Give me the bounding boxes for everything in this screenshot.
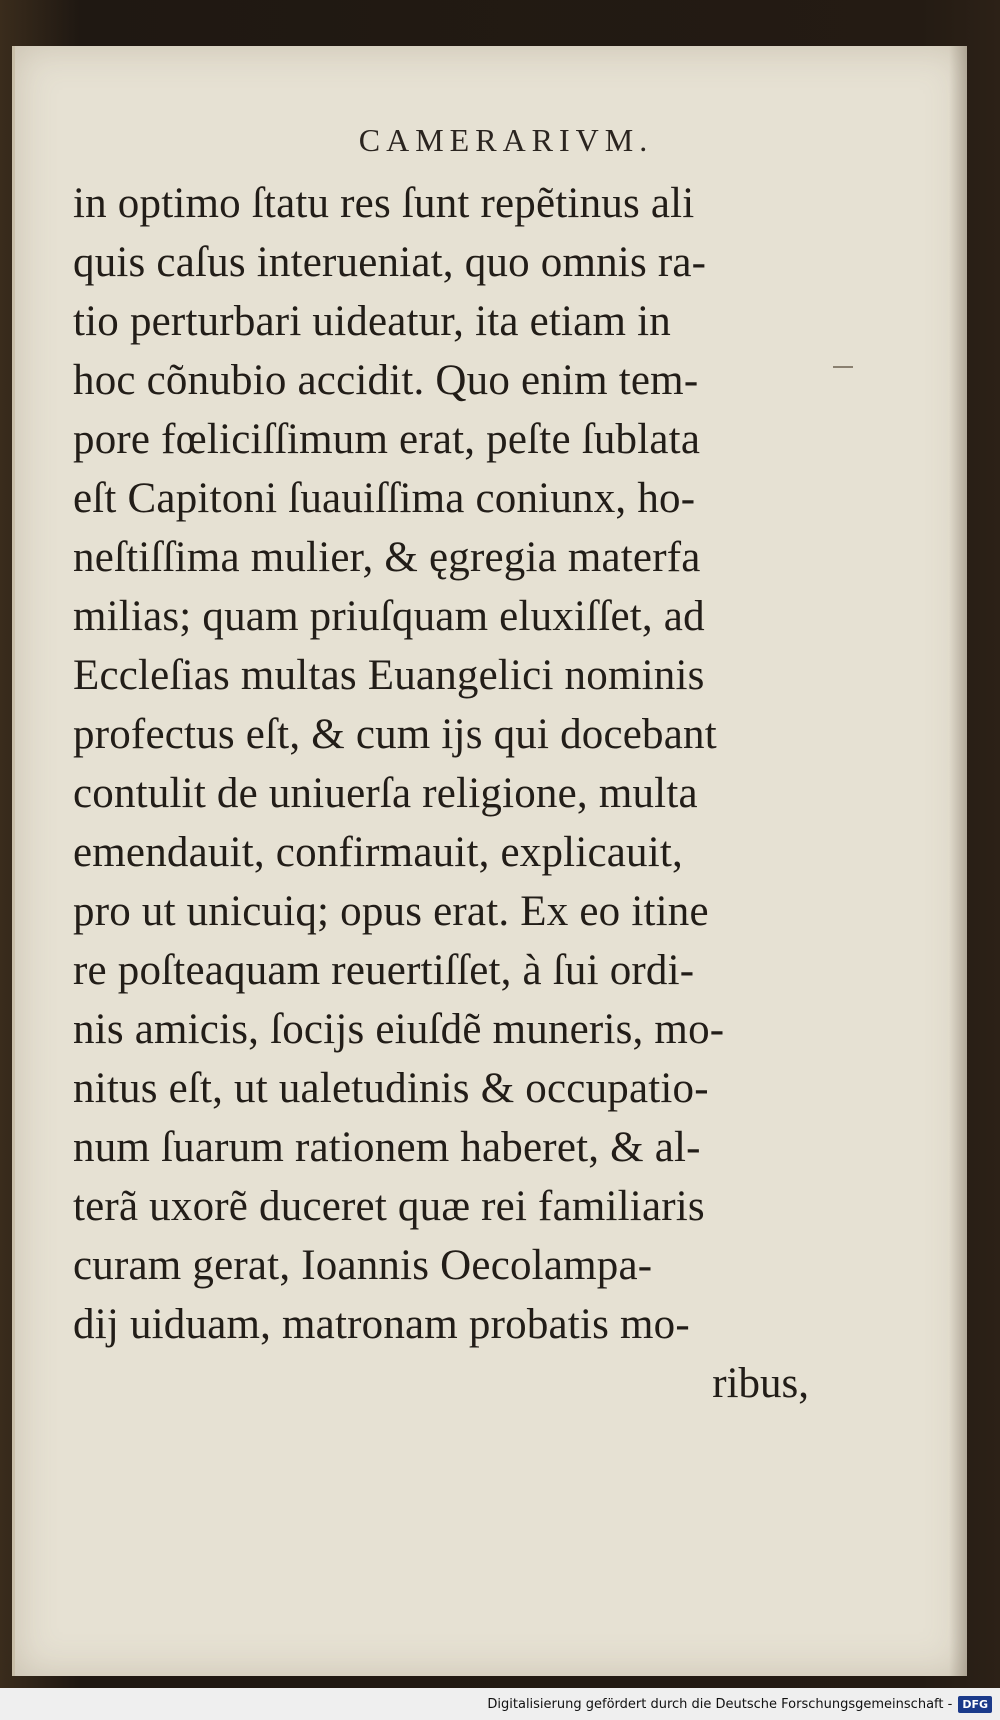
text-line: terã uxorẽ duceret quæ rei familiaris [73,1183,705,1230]
text-line: Eccleſias multas Euangelici nominis [73,652,705,699]
text-line: neſtiſſima mulier, & ęgregia materfa [73,534,701,581]
text-line: emendauit, confirmauit, explicauit, [73,829,683,876]
text-line: eſt Capitoni ſuauiſſima coniunx, ho- [73,475,696,522]
text-line: quis caſus interueniat, quo omnis ra- [73,239,707,286]
text-line: profectus eſt, & cum ijs qui docebant [73,711,717,758]
book-page [12,46,967,1676]
text-line: hoc cõnubio accidit. Quo enim tem- [73,357,699,404]
text-line: in optimo ſtatu res ſunt repẽtinus ali [73,180,695,227]
dfg-logo: DFG [958,1696,992,1713]
text-line: num ſuarum rationem haberet, & al- [73,1124,701,1171]
text-block [73,174,813,1413]
catchword: ribus, [712,1360,809,1407]
text-line: re poſteaquam reuertiſſet, à ſui ordi- [73,947,695,994]
text-line: pro ut unicuiq; opus erat. Ex eo itine [73,888,709,935]
credit-text: Digitalisierung gefördert durch die Deutsche Forschungsgemeinschaft - [487,1696,953,1712]
text-line: curam gerat, Ioannis Oecolampa- [73,1242,653,1289]
text-line: dij uiduam, matronam probatis mo- [73,1301,690,1348]
text-line: nis amicis, ſocijs eiuſdẽ muneris, mo- [73,1006,725,1053]
text-line: milias; quam priuſquam eluxiſſet, ad [73,593,705,640]
text-line: contulit de uniuerſa religione, multa [73,770,698,817]
digitization-credit [0,1688,1000,1720]
running-head: CAMERARIVM. [358,122,654,158]
text-line: pore fœliciſſimum erat, peſte ſublata [73,416,701,463]
text-line: nitus eſt, ut ualetudinis & occupatio- [73,1065,709,1112]
text-line: tio perturbari uideatur, ita etiam in [73,298,671,345]
margin-mark [833,366,853,368]
